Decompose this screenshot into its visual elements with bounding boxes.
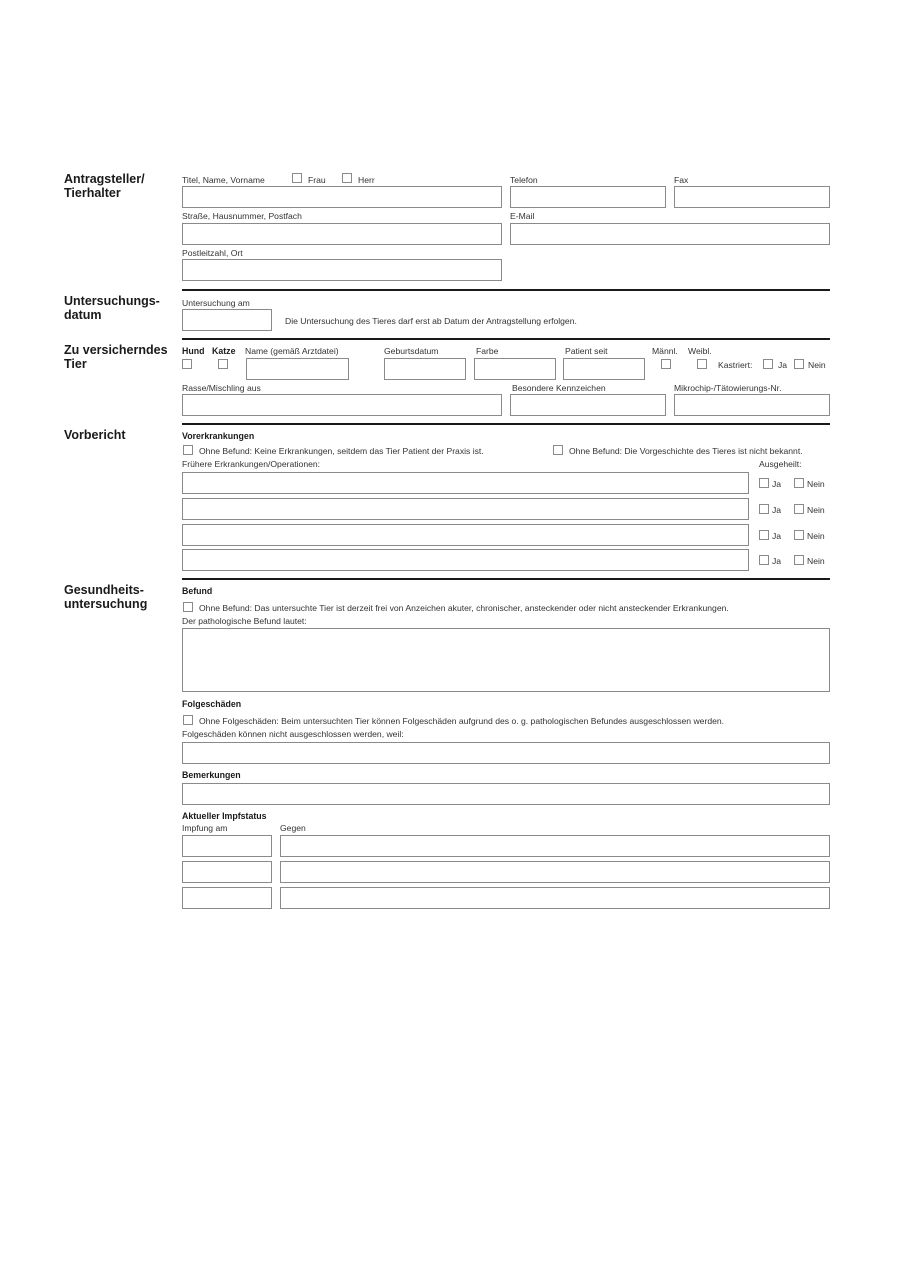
findings-title: Befund	[182, 586, 213, 596]
vaccination-against-input[interactable]	[280, 835, 830, 857]
healed-no-label: Nein	[807, 479, 825, 489]
healed-no-label: Nein	[807, 505, 825, 515]
vaccination-against-input[interactable]	[280, 861, 830, 883]
phone-input[interactable]	[510, 186, 666, 208]
divider	[182, 338, 830, 340]
cat-checkbox[interactable]	[218, 359, 228, 369]
sequelae-reason-label: Folgeschäden können nicht ausgeschlossen werden, weil:	[182, 729, 404, 739]
color-input[interactable]	[474, 358, 556, 380]
male-label: Männl.	[652, 346, 678, 356]
previous-diseases-label: Frühere Erkrankungen/Operationen:	[182, 459, 321, 469]
sequelae-reason-input[interactable]	[182, 742, 830, 764]
no-findings-checkbox[interactable]	[183, 602, 193, 612]
vaccination-date-input[interactable]	[182, 861, 272, 883]
no-findings-unknown-checkbox[interactable]	[553, 445, 563, 455]
female-checkbox[interactable]	[697, 359, 707, 369]
no-findings-label: Ohne Befund: Das untersuchte Tier ist derzeit frei von Anzeichen akuter, chronischer, ansteckender oder nicht ansteckender Erkrankungen.	[199, 603, 729, 613]
street-input[interactable]	[182, 223, 502, 245]
cat-label: Katze	[212, 346, 236, 356]
patient-since-label: Patient seit	[565, 346, 608, 356]
previous-disease-input[interactable]	[182, 524, 749, 546]
previous-disease-input[interactable]	[182, 498, 749, 520]
female-label: Weibl.	[688, 346, 712, 356]
healed-no-checkbox[interactable]	[794, 555, 804, 565]
color-label: Farbe	[476, 346, 499, 356]
no-findings-patient-label: Ohne Befund: Keine Erkrankungen, seitdem das Tier Patient der Praxis ist.	[199, 446, 484, 456]
vaccination-title: Aktueller Impfstatus	[182, 811, 267, 821]
name-label: Titel, Name, Vorname	[182, 175, 265, 185]
marks-label: Besondere Kennzeichen	[512, 383, 606, 393]
healed-yes-checkbox[interactable]	[759, 530, 769, 540]
neutered-yes-label: Ja	[778, 360, 788, 370]
healed-yes-checkbox[interactable]	[759, 504, 769, 514]
healed-yes-label: Ja	[772, 479, 782, 489]
no-sequelae-label: Ohne Folgeschäden: Beim untersuchten Tier können Folgeschäden aufgrund des o. g. pathologischen Befundes ausgeschlossen werden.	[199, 716, 725, 726]
previous-disease-input[interactable]	[182, 549, 749, 571]
section-title-applicant: Antragsteller/ Tierhalter	[64, 172, 145, 200]
frau-label: Frau	[308, 175, 326, 185]
healed-no-label: Nein	[807, 556, 825, 566]
pathology-textarea[interactable]	[182, 628, 830, 692]
street-label: Straße, Hausnummer, Postfach	[182, 211, 302, 221]
divider	[182, 423, 830, 425]
sequelae-title: Folgeschäden	[182, 699, 242, 709]
herr-label: Herr	[358, 175, 375, 185]
healed-yes-checkbox[interactable]	[759, 555, 769, 565]
pet-name-input[interactable]	[246, 358, 349, 380]
healed-yes-label: Ja	[772, 556, 782, 566]
fax-input[interactable]	[674, 186, 830, 208]
breed-label: Rasse/Mischling aus	[182, 383, 261, 393]
name-input[interactable]	[182, 186, 502, 208]
email-label: E-Mail	[510, 211, 535, 221]
exam-date-input[interactable]	[182, 309, 272, 331]
healed-yes-label: Ja	[772, 505, 782, 515]
previous-disease-input[interactable]	[182, 472, 749, 494]
vaccination-date-input[interactable]	[182, 887, 272, 909]
vaccination-against-input[interactable]	[280, 887, 830, 909]
neutered-yes-checkbox[interactable]	[763, 359, 773, 369]
frau-checkbox[interactable]	[292, 173, 302, 183]
healed-label: Ausgeheilt:	[759, 459, 802, 469]
herr-checkbox[interactable]	[342, 173, 352, 183]
no-sequelae-checkbox[interactable]	[183, 715, 193, 725]
phone-label: Telefon	[510, 175, 538, 185]
healed-yes-label: Ja	[772, 531, 782, 541]
remarks-title: Bemerkungen	[182, 770, 241, 780]
exam-date-label: Untersuchung am	[182, 298, 250, 308]
vaccination-date-input[interactable]	[182, 835, 272, 857]
no-findings-patient-checkbox[interactable]	[183, 445, 193, 455]
chip-label: Mikrochip-/Tätowierungs-Nr.	[674, 383, 782, 393]
email-input[interactable]	[510, 223, 830, 245]
history-title: Vorerkrankungen	[182, 431, 255, 441]
birth-label: Geburtsdatum	[384, 346, 439, 356]
no-findings-unknown-label: Ohne Befund: Die Vorgeschichte des Tieres ist nicht bekannt.	[569, 446, 803, 456]
fax-label: Fax	[674, 175, 689, 185]
breed-input[interactable]	[182, 394, 502, 416]
section-title-history: Vorbericht	[64, 428, 126, 442]
healed-yes-checkbox[interactable]	[759, 478, 769, 488]
pet-name-label: Name (gemäß Arztdatei)	[245, 346, 339, 356]
marks-input[interactable]	[510, 394, 666, 416]
remarks-input[interactable]	[182, 783, 830, 805]
healed-no-checkbox[interactable]	[794, 478, 804, 488]
dog-label: Hund	[182, 346, 205, 356]
birth-date-input[interactable]	[384, 358, 466, 380]
section-title-exam-date: Untersuchungs- datum	[64, 294, 160, 322]
dog-checkbox[interactable]	[182, 359, 192, 369]
chip-input[interactable]	[674, 394, 830, 416]
neutered-label: Kastriert:	[718, 360, 753, 370]
exam-note: Die Untersuchung des Tieres darf erst ab Datum der Antragstellung erfolgen.	[285, 316, 577, 326]
city-input[interactable]	[182, 259, 502, 281]
pathology-label: Der pathologische Befund lautet:	[182, 616, 307, 626]
vaccination-against-label: Gegen	[280, 823, 306, 833]
city-label: Postleitzahl, Ort	[182, 248, 243, 258]
section-title-health: Gesundheits- untersuchung	[64, 583, 148, 611]
healed-no-checkbox[interactable]	[794, 504, 804, 514]
patient-since-input[interactable]	[563, 358, 645, 380]
healed-no-checkbox[interactable]	[794, 530, 804, 540]
divider	[182, 289, 830, 291]
healed-no-label: Nein	[807, 531, 825, 541]
divider	[182, 578, 830, 580]
section-title-animal: Zu versicherndes Tier	[64, 343, 168, 371]
male-checkbox[interactable]	[661, 359, 671, 369]
neutered-no-label: Nein	[808, 360, 826, 370]
vaccination-date-label: Impfung am	[182, 823, 228, 833]
neutered-no-checkbox[interactable]	[794, 359, 804, 369]
